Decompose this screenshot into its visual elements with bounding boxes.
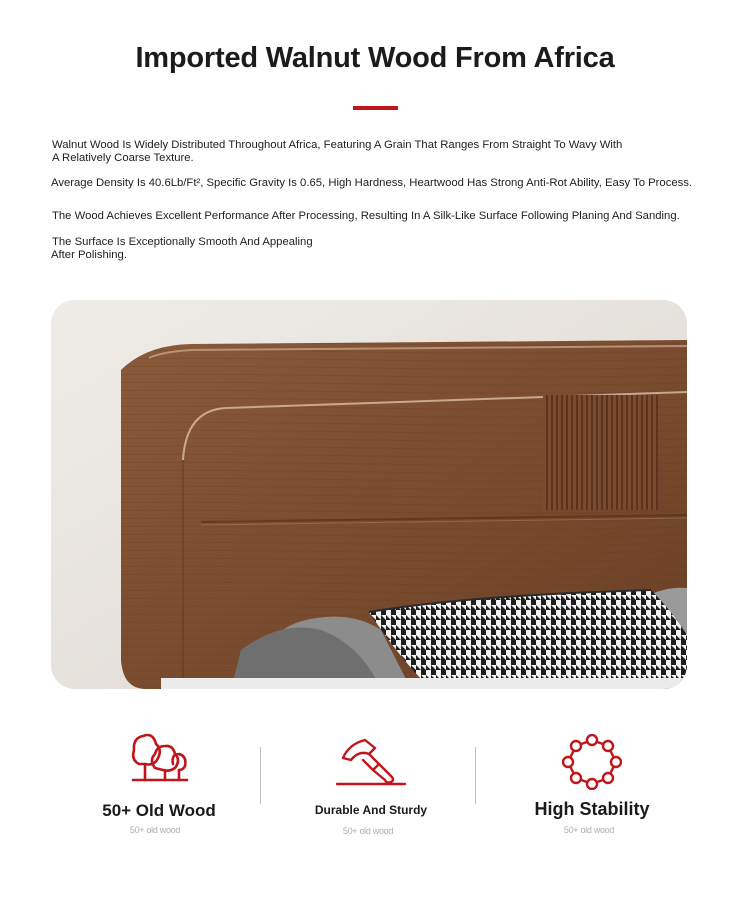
description-p4-line2: After Polishing. (51, 249, 127, 261)
feature-strip (0, 720, 750, 850)
feature-durable-title: Durable And Sturdy (314, 803, 428, 817)
description-p4-line1: The Surface Is Exceptionally Smooth And Appealing (52, 236, 313, 248)
feature-divider (260, 747, 261, 804)
trees-icon (129, 730, 189, 784)
hammer-icon (335, 736, 407, 788)
page-title: Imported Walnut Wood From Africa (135, 42, 615, 74)
description-paragraph-4 (52, 236, 313, 262)
feature-old-wood-title: 50+ Old Wood (102, 801, 216, 820)
feature-stability-subtitle: 50+ old wood (563, 825, 615, 835)
description-paragraph-3: The Wood Achieves Excellent Performance After Processing, Resulting In A Silk-Like Surface Following Planing And Sanding. (52, 210, 680, 222)
feature-old-wood-subtitle: 50+ old wood (129, 825, 181, 835)
description-paragraph-1 (52, 139, 622, 165)
feature-stability-title: High Stability (534, 799, 650, 819)
walnut-headboard-photo (51, 300, 687, 689)
molecule-icon (562, 734, 622, 790)
feature-durable-subtitle: 50+ old wood (342, 826, 394, 836)
feature-divider (475, 747, 476, 804)
description-paragraph-2: Average Density Is 40.6Lb/Ft², Specific Gravity Is 0.65, High Hardness, Heartwood Has Strong Anti-Rot Ability, Easy To Process. (51, 177, 693, 189)
title-accent-bar (353, 106, 398, 110)
description-p1-line2: A Relatively Coarse Texture. (52, 152, 194, 164)
description-p1-line1: Walnut Wood Is Widely Distributed Throughout Africa, Featuring A Grain That Ranges From Straight To Wavy With (52, 139, 623, 151)
